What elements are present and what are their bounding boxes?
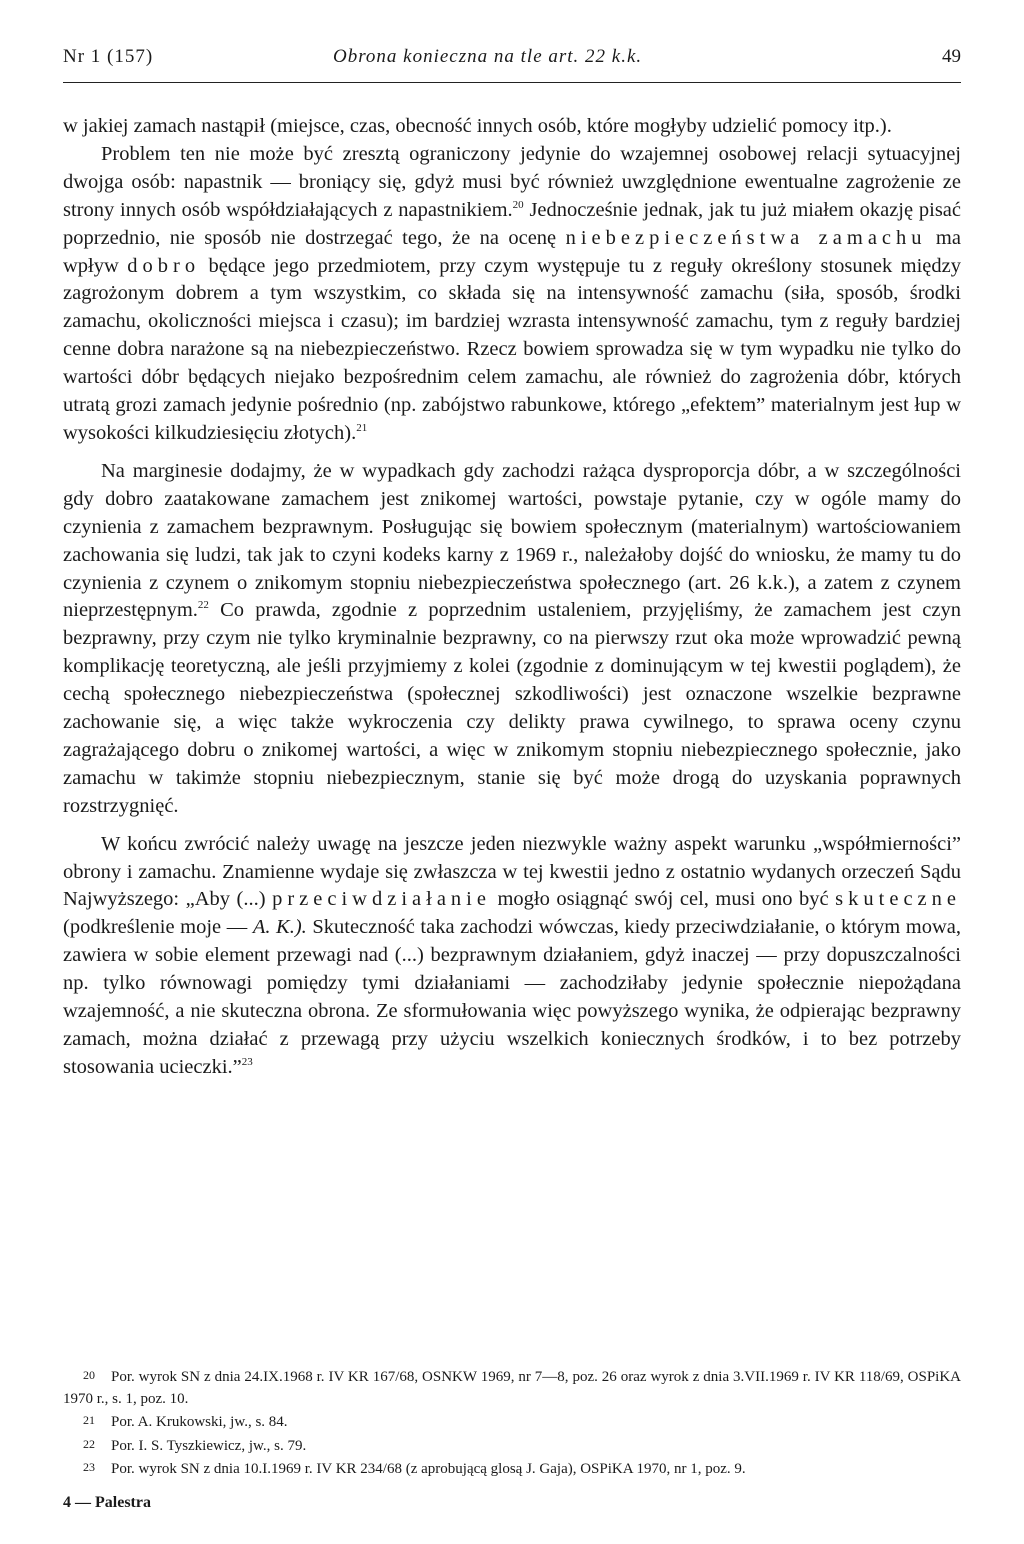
footnote-20 bbox=[63, 1365, 961, 1410]
footnote-22 bbox=[63, 1434, 961, 1458]
spaced-emphasis: niebezpieczeństwa zamachu bbox=[565, 226, 927, 249]
paragraph-2-text-b: Jednocześnie jednak, jak tu już miałem okazję pisać poprzednio, nie sposób nie dostrzegać tego, że na ocenę bbox=[63, 198, 961, 249]
footnote-ref-23: 23 bbox=[241, 1055, 253, 1068]
footnote-number: 20 bbox=[83, 1368, 95, 1382]
footnote-text: Por. wyrok SN z dnia 10.I.1969 r. IV KR 234/68 (z aprobującą glosą J. Gaja), OSPiKA 1970, nr 1, poz. 9. bbox=[111, 1461, 746, 1477]
footnote-ref-20: 20 bbox=[512, 198, 524, 211]
paragraph-1 bbox=[63, 113, 961, 141]
footnote-number: 21 bbox=[83, 1413, 95, 1427]
paragraph-2-text-c: ma wpływ bbox=[63, 226, 961, 277]
footnote-text: Por. A. Krukowski, jw., s. 84. bbox=[111, 1414, 288, 1430]
article-body bbox=[63, 113, 961, 1082]
paragraph-4-text-c: (podkreślenie moje — bbox=[63, 916, 253, 939]
paragraph-3-text-b: Co prawda, zgodnie z poprzednim ustaleniem, przyjęliśmy, że zamachem jest czyn bezprawny, przy czym nie tylko kryminalnie bezprawny, co na pierwszy rzut oka może wprowadzić pewną komplikację teoretyczną, ale jeśli przyjmiemy z kolei (zgodnie z dominującym w tej kwestii poglądem), że cechą społecznego niebezpieczeństwa (społecznej szkodliwości) jest oznaczone wszelkie bezprawne zachowanie się, a więc także wykroczenia czy delikty prawa cywilnego, to sprawa oceny czynu zagrażającego dobru o znikomej wartości, a więc w znikomym stopniu niebezpiecznego społecznie, jako zamachu w takimże stopniu niebezpiecznym, stanie się być może drogą do uzyskania poprawnych rozstrzygnięć. bbox=[63, 599, 961, 817]
paragraph-2-text-d: będące jego przedmiotem, przy czym występuje tu z reguły określony stosunek między zagrożonym dobrem a tym wszystkim, co składa się na intensywność zamachu (siła, sposób, środki zamachu, okoliczności miejsca i czasu); im bardziej wzrasta intensywność zamachu, tym z reguły bardziej cenne dobra narażone są na niebezpieczeństwo. Rzecz bowiem sprowadza się w tym wypadku nie tylko do wartości dóbr będących niejako bezpośrednim celem zamachu, ale również do zagrożenia dóbr, których utratą grozi zamach jedynie pośrednio (np. zabójstwo rabunkowe, którego „efektem” materialnym jest łup w wysokości kilkudziesięciu złotych). bbox=[63, 254, 962, 444]
paragraph-3-text-a: Na marginesie dodajmy, że w wypadkach gdy zachodzi rażąca dysproporcja dóbr, a w szczególności gdy dobro zaatakowane zamachem jest znikomej wartości, powstaje pytanie, czy w ogóle mamy do czynienia z zamachem bezprawnym. Posługując się bowiem społecznym (materialnym) wartościowaniem zachowania się ludzi, tak jak to czyni kodeks karny z 1969 r., należałoby dojść do wniosku, że mamy tu do czynienia z czynem o znikomym stopniu niebezpieczeństwa społecznego (art. 26 k.k.), a zatem z czynem nieprzestępnym. bbox=[63, 459, 961, 622]
paragraph-1-text: w jakiej zamach nastąpił (miejsce, czas, obecność innych osób, które mogłyby udzielić pomocy itp.). bbox=[63, 115, 892, 137]
footnote-21 bbox=[63, 1410, 961, 1434]
running-header bbox=[63, 40, 961, 76]
footnote-ref-22: 22 bbox=[197, 599, 209, 612]
paragraph-4-text-b: mogło osiągnąć swój cel, musi ono być bbox=[490, 888, 836, 911]
paragraph-3 bbox=[63, 458, 961, 821]
page-number: 49 bbox=[942, 46, 961, 67]
footnote-23 bbox=[63, 1457, 961, 1481]
issue-number: Nr 1 (157) bbox=[63, 46, 154, 67]
signature-mark: 4 — Palestra bbox=[63, 1494, 151, 1511]
footnote-number: 22 bbox=[83, 1436, 95, 1451]
paragraph-2 bbox=[63, 141, 961, 448]
author-initials: A. K.). bbox=[252, 916, 307, 939]
paragraph-4-text-a: W końcu zwrócić należy uwagę na jeszcze jeden niezwykle ważny aspekt warunku „współmierności” obrony i zamachu. Znamienne wydaje się zwłaszcza w tej kwestii jedno z ostatnio wydanych orzeczeń Sądu Najwyższego: „Aby (...) bbox=[63, 832, 961, 911]
spaced-emphasis: przeciwdziałanie bbox=[272, 888, 491, 911]
page bbox=[63, 40, 961, 1520]
footnote-ref-21: 21 bbox=[356, 421, 368, 434]
running-title: Obrona konieczna na tle art. 22 k.k. bbox=[333, 46, 643, 67]
footnote-text: Por. wyrok SN z dnia 24.IX.1968 r. IV KR 167/68, OSNKW 1969, nr 7—8, poz. 26 oraz wyrok z dnia 3.VII.1969 r. IV KR 118/69, OSPiKA 1970 r., s. 1, poz. 10. bbox=[63, 1369, 961, 1407]
paragraph-2-text-a: Problem ten nie może być zresztą ograniczony jedynie do wzajemnej osobowej relacji sytuacyjnej dwojga osób: napastnik — broniący się, gdyż musi być również uwzględnione ewentualne zagrożenie ze strony innych osób współdziałających z napastnikiem. bbox=[63, 142, 961, 221]
header-rule bbox=[63, 82, 961, 83]
footnote-text: Por. I. S. Tyszkiewicz, jw., s. 79. bbox=[111, 1437, 307, 1454]
footnote-number: 23 bbox=[83, 1460, 95, 1474]
paragraph-4 bbox=[63, 831, 961, 1082]
spaced-emphasis: dobro bbox=[127, 254, 201, 277]
paragraph-4-text-d: Skuteczność taka zachodzi wówczas, kiedy przeciwdziałanie, o którym mowa, zawiera w sobie element przewagi nad (...) bezprawnym działaniem, gdyż inaczej — przy dopuszczalności np. tylko równowagi pomiędzy tymi działaniami — zachodziłaby jedynie społecznie niepożądana wzajemność, a nie skuteczna obrona. Ze sformułowania więc powyższego wynika, że odpierając bezprawny zamach, można działać z przewagą przy użyciu wszelkich koniecznych środków, i to bez potrzeby stosowania ucieczki.” bbox=[63, 916, 961, 1078]
footnotes bbox=[63, 1365, 961, 1481]
spaced-emphasis: skuteczne bbox=[835, 888, 961, 911]
